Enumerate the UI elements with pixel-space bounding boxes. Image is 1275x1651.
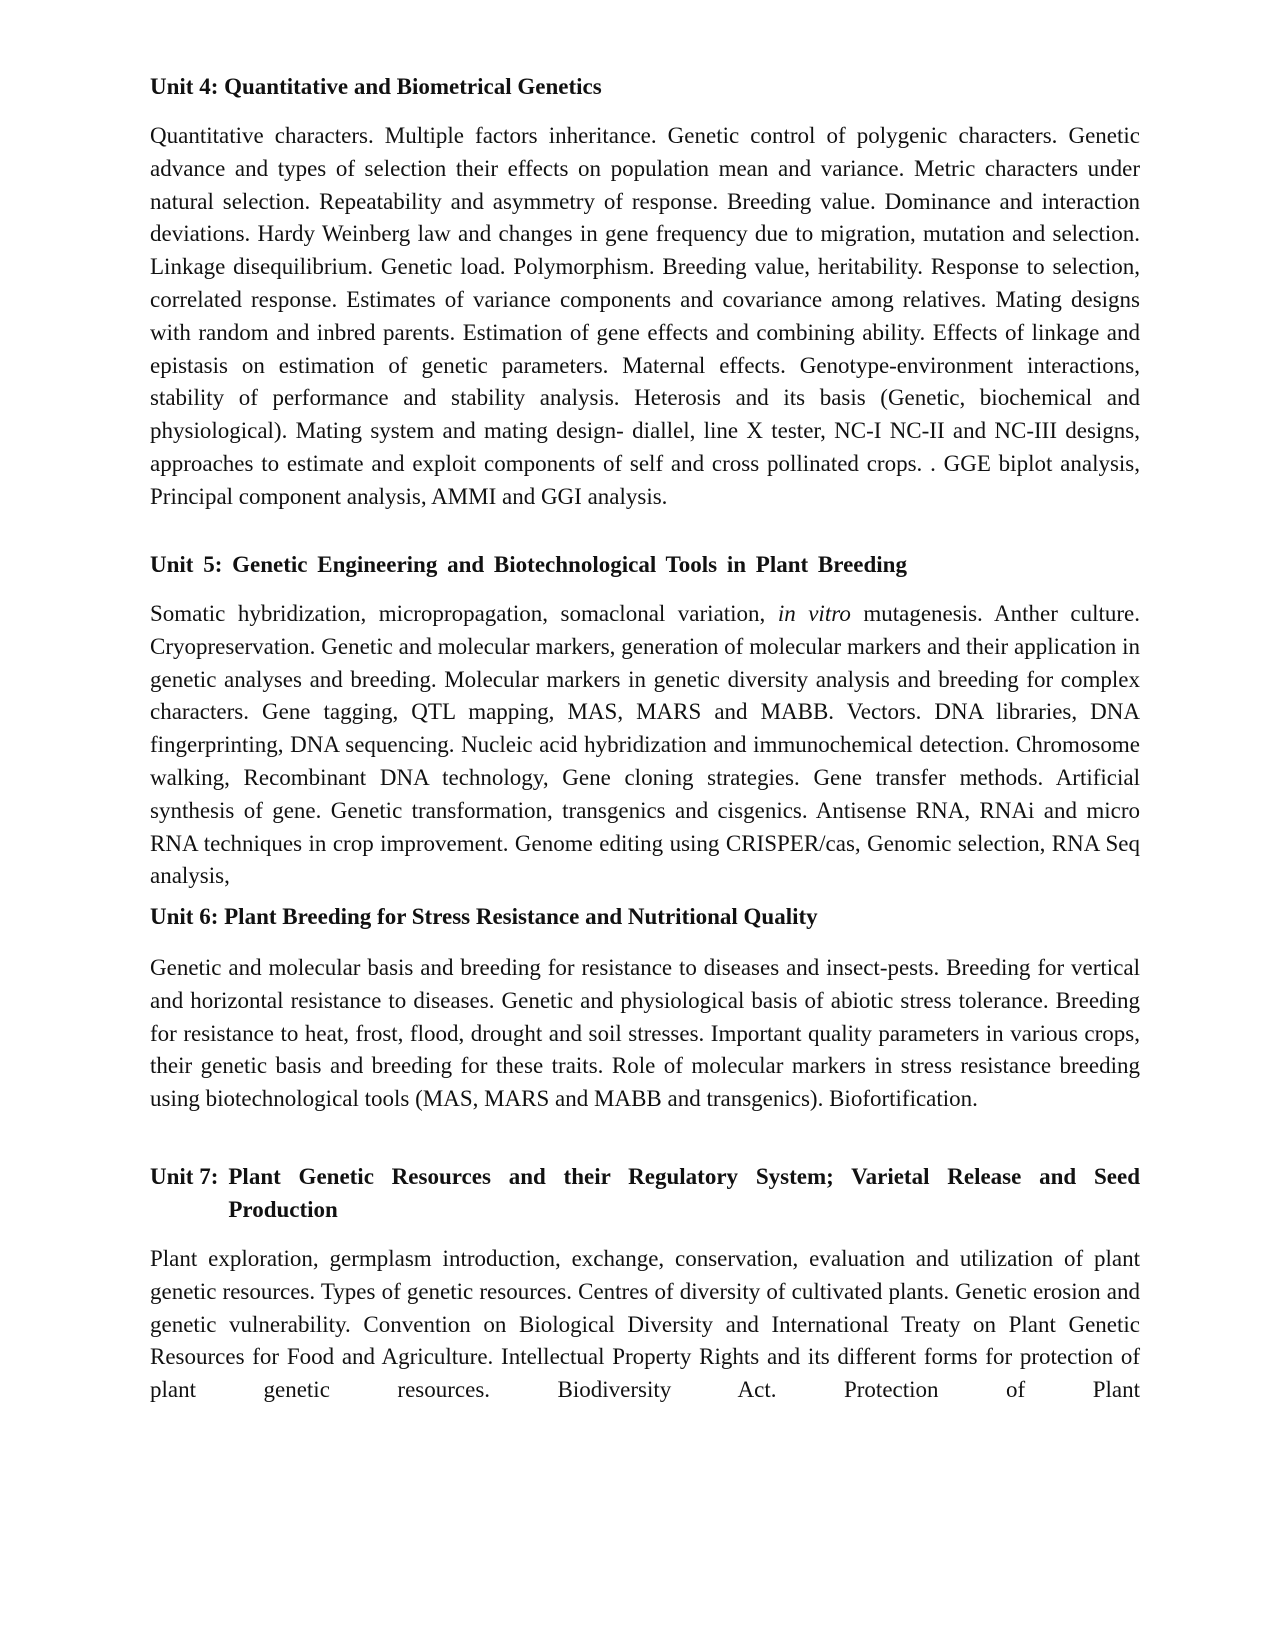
unit-7-title: Plant Genetic Resources and their Regulatory System; Varietal Release and Seed Production [228,1164,1140,1222]
unit-5-body-italic: in vitro [777,601,851,626]
unit-4-heading [150,70,1140,103]
unit-4-title: Quantitative and Biometrical Genetics [224,74,602,99]
unit-5-heading [150,548,1140,581]
unit-6-heading [150,900,1140,933]
unit-5-number: Unit 5: [150,552,223,577]
unit-5-body [150,598,1140,893]
unit-7-heading [150,1160,1140,1226]
unit-6-title: Plant Breeding for Stress Resistance and Nutritional Quality [224,904,818,929]
unit-6-number: Unit 6: [150,904,219,929]
unit-5-title: Genetic Engineering and Biotechnological Tools in Plant Breeding [232,552,907,577]
unit-7-number: Unit 7: [150,1164,219,1189]
unit-6-body: Genetic and molecular basis and breeding for resistance to diseases and insect-pests. Breeding for vertical and horizontal resistance to diseases. Genetic and physiological basis of abiotic stress tolerance. Breeding for resistance to heat, frost, flood, drought and soil stresses. Important quality parameters in various crops, their genetic basis and breeding for these traits. Role of molecular markers in stress resistance breeding using biotechnological tools (MAS, MARS and MABB and transgenics). Biofortification. [150,955,1140,1112]
unit-4-number: Unit 4: [150,74,219,99]
unit-5-body-part-2: mutagenesis. Anther culture. Cryopreservation. Genetic and molecular markers, generation of molecular markers and their application in genetic analyses and breeding. Molecular markers in genetic diversity analysis and breeding for complex characters. Gene tagging, QTL mapping, MAS, MARS and MABB. Vectors. DNA libraries, DNA fingerprinting, DNA sequencing. Nucleic acid hybridization and immunochemical detection. Chromosome walking, Recombinant DNA technology, Gene cloning strategies. Gene transfer methods. Artificial synthesis of gene. Genetic transformation, transgenics and cisgenics. Antisense RNA, RNAi and micro RNA techniques in crop improvement. Genome editing using CRISPER/cas, Genomic selection, RNA Seq analysis, [150,601,1141,889]
unit-4-body: Quantitative characters. Multiple factors inheritance. Genetic control of polygenic characters. Genetic advance and types of selection their effects on population mean and variance. Metric characters under natural selection. Repeatability and asymmetry of response. Breeding value. Dominance and interaction deviations. Hardy Weinberg law and changes in gene frequency due to migration, mutation and selection. Linkage disequilibrium. Genetic load. Polymorphism. Breeding value, heritability. Response to selection, correlated response. Estimates of variance components and covariance among relatives. Mating designs with random and inbred parents. Estimation of gene effects and combining ability. Effects of linkage and epistasis on estimation of genetic parameters. Maternal effects. Genotype-environment interactions, stability of performance and stability analysis. Heterosis and its basis (Genetic, biochemical and physiological). Mating system and mating design- diallel, line X tester, NC-I NC-II and NC-III designs, approaches to estimate and exploit components of self and cross pollinated crops. . GGE biplot analysis, Principal component analysis, AMMI and GGI analysis. [150,123,1140,509]
unit-5-body-part-1: Somatic hybridization, micropropagation, somaclonal variation, [150,601,778,626]
unit-7-body: Plant exploration, germplasm introduction, exchange, conservation, evaluation and utilization of plant genetic resources. Types of genetic resources. Centres of diversity of cultivated plants. Genetic erosion and genetic vulnerability. Convention on Biological Diversity and International Treaty on Plant Genetic Resources for Food and Agriculture. Intellectual Property Rights and its different forms for protection of plant genetic resources. Biodiversity Act. Protection of Plant [150,1246,1140,1403]
